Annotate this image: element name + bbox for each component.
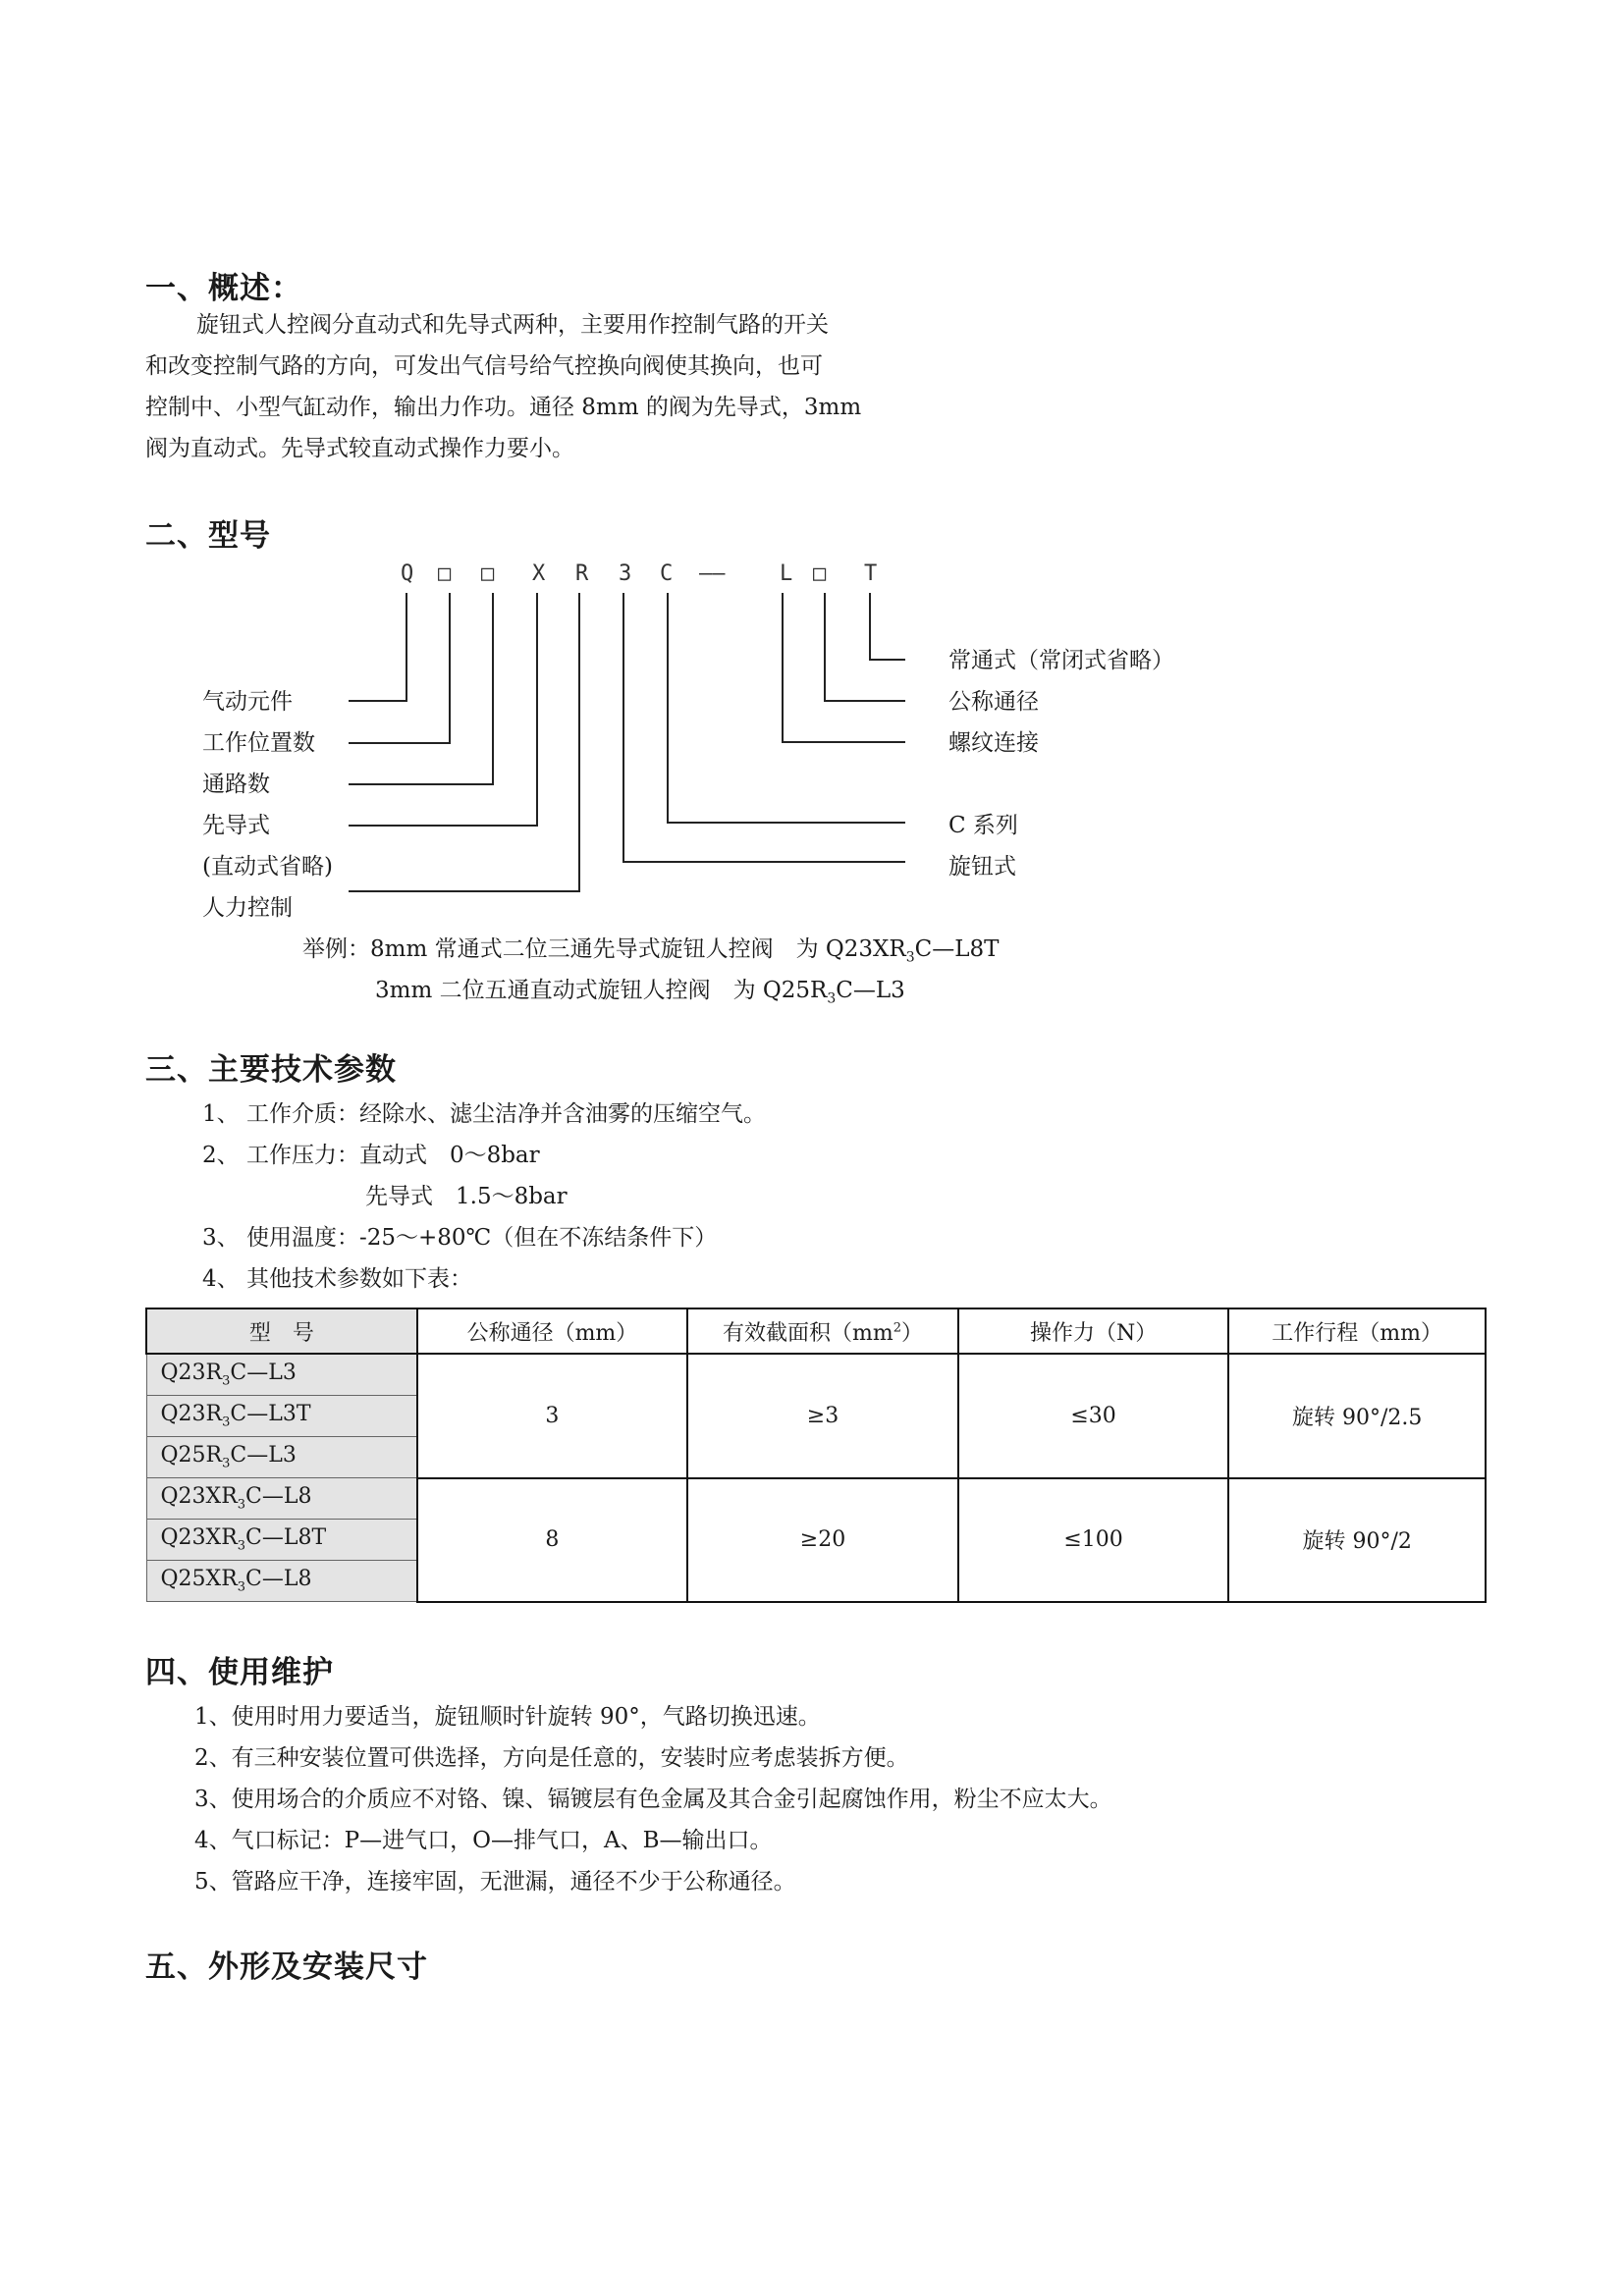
example-text: 3mm 二位五通直动式旋钮人控阀 为 Q25R <box>375 978 828 1003</box>
subscript: 3 <box>222 1373 231 1389</box>
left-label: 工作位置数 <box>202 730 315 756</box>
code-char: □ <box>481 561 495 586</box>
example-text: C—L8T <box>914 936 1000 962</box>
subscript: 3 <box>222 1415 231 1430</box>
model-text: C—L8T <box>245 1525 327 1551</box>
maintenance-item: 4、气口标记：P—进气口，O—排气口，A、B—输出口。 <box>194 1828 773 1853</box>
model-text: Q23R <box>160 1361 223 1386</box>
right-label: 常通式（常闭式省略） <box>948 648 1174 673</box>
maintenance-item: 1、使用时用力要适当，旋钮顺时针旋转 90°，气路切换迅速。 <box>194 1704 821 1730</box>
superscript: 2 <box>893 1320 902 1336</box>
example-prefix: 举例： <box>302 936 370 962</box>
model-text: Q23XR <box>160 1484 238 1510</box>
left-label: 人力控制 <box>202 895 293 921</box>
section5-title: 五、外形及安装尺寸 <box>145 1949 428 1985</box>
header-cell: 公称通径（mm） <box>417 1308 688 1354</box>
model-text: Q23XR <box>160 1525 238 1551</box>
code-char: T <box>864 561 878 586</box>
model-cell <box>146 1437 417 1478</box>
section4-title: 四、使用维护 <box>145 1655 334 1690</box>
table-row <box>146 1354 1486 1396</box>
spec-table <box>145 1308 1487 1603</box>
model-text: C—L3 <box>230 1443 297 1468</box>
spec-item: 3、 使用温度：-25～+80℃（但在不冻结条件下） <box>202 1225 718 1251</box>
code-char: R <box>575 561 589 586</box>
maintenance-item: 3、使用场合的介质应不对铬、镍、镉镀层有色金属及其合金引起腐蚀作用，粉尘不应太大。 <box>194 1787 1112 1812</box>
paragraph-line: 和改变控制气路的方向，可发出气信号给气控换向阀使其换向，也可 <box>145 353 823 379</box>
code-char: 3 <box>619 561 632 586</box>
code-char: L <box>780 561 793 586</box>
code-char: C <box>660 561 674 586</box>
maintenance-item: 2、有三种安装位置可供选择，方向是任意的，安装时应考虑装拆方便。 <box>194 1745 909 1771</box>
code-char: □ <box>813 561 827 586</box>
section3-title: 三、主要技术参数 <box>145 1052 397 1088</box>
paragraph-line: 旋钮式人控阀分直动式和先导式两种，主要用作控制气路的开关 <box>196 312 829 338</box>
subscript: 3 <box>222 1456 231 1471</box>
model-cell <box>146 1520 417 1561</box>
left-label: 先导式 <box>202 813 270 838</box>
spec-item: 1、 工作介质：经除水、滤尘洁净并含油雾的压缩空气。 <box>202 1101 766 1127</box>
model-cell <box>146 1396 417 1437</box>
example-text: 8mm 常通式二位三通先导式旋钮人控阀 为 Q23XR <box>370 936 906 962</box>
model-text: C—L8 <box>245 1484 312 1510</box>
model-cell <box>146 1478 417 1520</box>
diameter-cell: 8 <box>417 1478 688 1602</box>
subscript: 3 <box>237 1497 246 1513</box>
spec-item: 先导式 1.5～8bar <box>365 1184 568 1209</box>
model-cell <box>146 1561 417 1602</box>
right-label: 旋钮式 <box>948 854 1016 880</box>
model-text: C—L8 <box>245 1567 312 1592</box>
header-text: ） <box>901 1320 924 1346</box>
example-text: C—L3 <box>836 978 905 1003</box>
header-text: 有效截面积（mm <box>723 1320 893 1346</box>
subscript: 3 <box>827 990 837 1007</box>
subscript: 3 <box>237 1538 246 1554</box>
left-label: 通路数 <box>202 772 270 797</box>
model-text: C—L3T <box>230 1402 311 1427</box>
stroke-cell: 旋转 90°/2 <box>1228 1478 1486 1602</box>
subscript: 3 <box>905 949 915 966</box>
left-label: (直动式省略) <box>202 854 333 880</box>
example-line-2 <box>375 972 905 1007</box>
paragraph-line: 控制中、小型气缸动作，输出力作功。通径 8mm 的阀为先导式，3mm <box>145 395 862 420</box>
model-text: Q25XR <box>160 1567 238 1592</box>
code-char: —— <box>699 561 726 586</box>
spec-item: 4、 其他技术参数如下表： <box>202 1266 472 1292</box>
model-text: C—L3 <box>230 1361 297 1386</box>
header-cell: 型 号 <box>146 1308 417 1354</box>
diameter-cell: 3 <box>417 1354 688 1478</box>
section1-title: 一、概述： <box>145 271 302 306</box>
code-char: Q <box>401 561 414 586</box>
spec-item: 2、 工作压力：直动式 0～8bar <box>202 1143 540 1168</box>
code-char: □ <box>438 561 452 586</box>
area-cell: ≥20 <box>687 1478 958 1602</box>
right-label: 螺纹连接 <box>948 730 1039 756</box>
subscript: 3 <box>237 1579 246 1595</box>
force-cell: ≤30 <box>958 1354 1229 1478</box>
area-cell: ≥3 <box>687 1354 958 1478</box>
right-label: C 系列 <box>948 813 1018 838</box>
code-char: X <box>532 561 546 586</box>
model-text: Q25R <box>160 1443 223 1468</box>
force-cell: ≤100 <box>958 1478 1229 1602</box>
header-cell <box>687 1308 958 1354</box>
table-header-row <box>146 1308 1486 1354</box>
header-cell: 工作行程（mm） <box>1228 1308 1486 1354</box>
paragraph-line: 阀为直动式。先导式较直动式操作力要小。 <box>145 436 574 461</box>
stroke-cell: 旋转 90°/2.5 <box>1228 1354 1486 1478</box>
section2-title: 二、型号 <box>145 518 271 554</box>
model-cell <box>146 1354 417 1396</box>
header-cell: 操作力（N） <box>958 1308 1229 1354</box>
model-text: Q23R <box>160 1402 223 1427</box>
table-row <box>146 1478 1486 1520</box>
left-label: 气动元件 <box>202 689 293 715</box>
example-line-1 <box>302 931 999 966</box>
maintenance-item: 5、管路应干净，连接牢固，无泄漏，通径不少于公称通径。 <box>194 1869 796 1895</box>
right-label: 公称通径 <box>948 689 1039 715</box>
